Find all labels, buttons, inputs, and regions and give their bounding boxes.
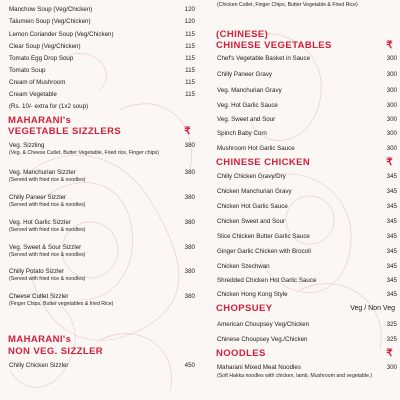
item-price: 120	[184, 6, 195, 13]
item-price: 300	[386, 116, 397, 123]
item-price: 325	[386, 336, 397, 343]
item-price: 345	[386, 248, 397, 255]
item-name: Chilly Paneer Sizzler	[9, 194, 67, 201]
item-name: Veg. Manchurian Sizzler	[9, 169, 76, 176]
item-price: 345	[386, 277, 397, 284]
section-heading: (CHINESE)	[216, 29, 269, 40]
item-description: (Served with fried rice & noodles)	[9, 252, 86, 258]
item-price: 380	[184, 293, 195, 300]
item-name: Ginger Garlic Chicken with Brocoli	[217, 248, 311, 255]
item-name: Spinch Baby Corn	[217, 130, 267, 137]
item-name: Maharani Mixed Meat Noodles	[217, 364, 301, 371]
rupee-symbol: ₹	[386, 40, 393, 51]
section-heading: NON VEG. SIZZLER	[8, 346, 104, 357]
item-price: 380	[184, 142, 195, 149]
heading-text: CHINESE CHICKEN	[216, 157, 311, 168]
item-name: Chilly Chicken Sizzler	[9, 362, 69, 369]
rupee-symbol: ₹	[386, 157, 393, 168]
item-price: 300	[386, 102, 397, 109]
item-price: 115	[185, 79, 195, 86]
item-name: Chinese Choupsey Veg./Chicken	[217, 336, 308, 343]
item-name: Veg. Sweet & Sour Sizzler	[9, 244, 82, 251]
item-price: 345	[386, 203, 397, 210]
item-price: 300	[386, 87, 397, 94]
item-name: Chilly Potato Sizzler	[9, 268, 65, 275]
item-price: 345	[386, 263, 397, 270]
item-price: 345	[386, 233, 397, 240]
item-price: 345	[386, 188, 397, 195]
rupee-symbol: ₹	[184, 126, 191, 137]
column-header: Veg / Non Veg	[350, 305, 395, 312]
item-name: Veg. Manchurian Gravy	[217, 87, 282, 94]
item-name: Veg. Hot Garlic Sauce	[217, 102, 278, 109]
item-price: 345	[386, 291, 397, 298]
heading-text: VEGETABLE SIZZLERS	[8, 126, 122, 137]
rupee-symbol: ₹	[386, 348, 393, 359]
item-description: (Served with fried rice & noodles)	[9, 177, 86, 183]
item-name: Chicken Szechwan	[217, 263, 270, 270]
section-heading	[216, 304, 397, 314]
item-name: Veg. Hot Garlic Sizzler	[9, 219, 71, 226]
item-price: 345	[386, 218, 397, 225]
item-description: (Served with fried rice & noodles)	[9, 276, 86, 282]
item-price: 380	[184, 194, 195, 201]
item-price: 300	[386, 145, 397, 152]
section-heading: MAHARANI's	[8, 115, 72, 126]
item-name: Cheese Cutlet Sizzler	[9, 293, 69, 300]
item-price: 300	[386, 364, 397, 371]
section-heading	[216, 41, 397, 51]
item-name: Mushroom Hot Garlic Sauce	[217, 145, 295, 152]
item-name: Cream Vegetable	[9, 91, 57, 98]
section-heading	[8, 127, 195, 137]
item-price: 300	[386, 71, 397, 78]
item-price: 345	[386, 173, 397, 180]
item-name: Lemon Coriander Soup (Veg/Chicken)	[9, 31, 114, 38]
item-price: 115	[185, 43, 195, 50]
item-price: 120	[184, 18, 195, 25]
item-description: (Veg. & Cheese Cutlet, Butter Vegetable, Fried rice, Finger chips)	[9, 150, 159, 156]
item-price: 380	[184, 219, 195, 226]
item-name: Chilly Paneer Gravy	[217, 71, 273, 78]
item-name: Chicken Hong Kong Style	[217, 291, 288, 298]
section-heading	[216, 158, 397, 168]
item-name: Clear Soup (Veg/Chicken)	[9, 43, 81, 50]
heading-text: CHINESE VEGETABLES	[216, 40, 332, 51]
item-description: (Finger Chips, Butter vegetables & fried Rice)	[9, 301, 114, 307]
item-price: 380	[184, 169, 195, 176]
item-description: (Served with fried rice & noodles)	[9, 227, 86, 233]
item-price: 380	[184, 244, 195, 251]
item-name: Tomato Soup	[9, 67, 46, 74]
item-name: Chicken Sweet and Sour	[217, 218, 286, 225]
section-heading	[216, 349, 397, 359]
item-name: Chicken Manchurian Gravy	[217, 188, 292, 195]
item-price: 115	[185, 91, 195, 98]
soup-note: (Rs. 10/- extra for (1x2 soup)	[9, 103, 89, 110]
item-price: 380	[184, 268, 195, 275]
item-name: Tomato Egg Drop Soup	[9, 55, 74, 62]
item-name: Cream of Mushroom	[9, 79, 66, 86]
item-name: Shredded Chicken Hot Garlic Sauce	[217, 277, 317, 284]
item-name: Manchow Soup (Veg/Chicken)	[9, 6, 93, 13]
section-heading: MAHARANI's	[8, 334, 72, 345]
item-name: Slice Chicken Butter Garlic Sauce	[217, 233, 310, 240]
item-price: 115	[185, 31, 195, 38]
item-price: 300	[386, 55, 397, 62]
item-name: Talumein Soup (Veg/Chicken)	[9, 18, 91, 25]
item-description: (Chicken Cutlet, Finger Chips, Butter Vegetable & Fried Rice)	[217, 2, 358, 8]
item-name: Veg. Sweet and Sour	[217, 116, 276, 123]
item-price: 325	[386, 321, 397, 328]
heading-text: CHOPSUEY	[216, 303, 273, 314]
item-name: Chicken Hot Garlic Sauce	[217, 203, 288, 210]
item-price: 115	[185, 55, 195, 62]
item-price: 300	[386, 130, 397, 137]
heading-text: NOODLES	[216, 348, 266, 359]
item-description: (Soft Hakka noodles with chicken, lamb, Mushroom and vegetable.)	[217, 373, 373, 379]
item-name: Chilly Chicken Gravy/Dry	[217, 173, 286, 180]
item-name: Chef's Vegetable Basket in Sauce	[217, 55, 311, 62]
item-price: 450	[184, 362, 195, 369]
item-name: American Choupsey Veg/Chicken	[217, 321, 310, 328]
item-price: 115	[185, 67, 195, 74]
item-description: (Served with fried rice & noodles)	[9, 202, 86, 208]
item-name: Veg. Sizzling	[9, 142, 45, 149]
